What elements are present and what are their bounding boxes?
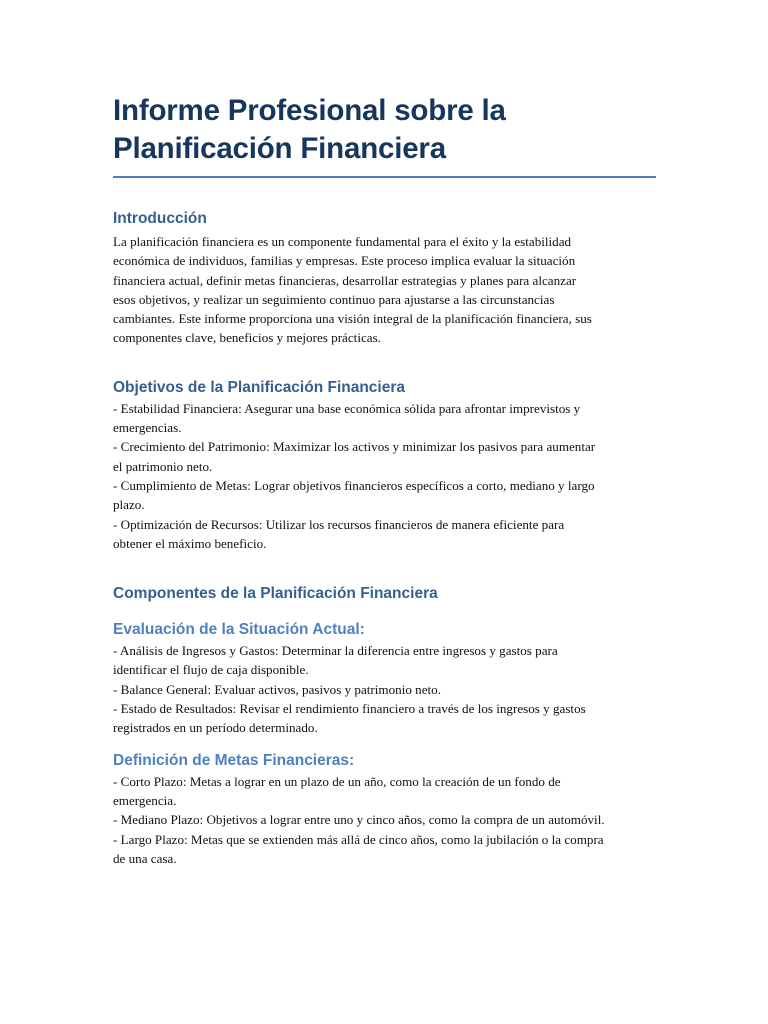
text-line: - Crecimiento del Patrimonio: Maximizar los activos y minimizar los pasivos para aumentar bbox=[113, 439, 596, 455]
text-line: - Análisis de Ingresos y Gastos: Determinar la diferencia entre ingresos y gastos para bbox=[113, 643, 558, 659]
text-line: financiera actual, definir metas financieras, desarrollar estrategias y planes para alcanzar bbox=[113, 272, 577, 288]
text-line: - Estabilidad Financiera: Asegurar una base económica sólida para afrontar imprevistos y bbox=[113, 400, 581, 416]
document-title bbox=[113, 92, 656, 178]
text-line: La planificación financiera es un componente fundamental para el éxito y la estabilidad bbox=[113, 234, 572, 249]
text-line: plazo. bbox=[113, 497, 145, 513]
objectives-heading: Objetivos de la Planificación Financiera bbox=[113, 378, 406, 396]
text-line: - Corto Plazo: Metas a lograr en un plazo de un año, como la creación de un fondo de bbox=[113, 773, 561, 789]
evaluation-list bbox=[113, 641, 656, 737]
text-line: económica de individuos, familias y empresas. Este proceso implica evaluar la situación bbox=[113, 253, 576, 269]
title-line: Informe Profesional sobre la bbox=[113, 94, 506, 127]
evaluation-heading: Evaluación de la Situación Actual: bbox=[113, 621, 365, 639]
text-line: obtener el máximo beneficio. bbox=[113, 535, 267, 551]
components-heading: Componentes de la Planificación Financiera bbox=[113, 585, 438, 603]
text-line: emergencia. bbox=[113, 792, 177, 808]
text-line: el patrimonio neto. bbox=[113, 458, 213, 474]
text-line: de una casa. bbox=[113, 850, 177, 866]
text-line: registrados en un período determinado. bbox=[113, 720, 318, 736]
text-line: - Optimización de Recursos: Utilizar los recursos financieros de manera eficiente para bbox=[113, 516, 565, 532]
text-line: - Mediano Plazo: Objetivos a lograr entre uno y cinco años, como la compra de un automóvil. bbox=[113, 812, 605, 828]
text-line: - Estado de Resultados: Revisar el rendimiento financiero a través de los ingresos y gastos bbox=[113, 701, 586, 717]
goals-list bbox=[113, 772, 656, 868]
title-line: Planificación Financiera bbox=[113, 132, 446, 165]
text-line: cambiantes. Este informe proporciona una visión integral de la planificación financiera, sus bbox=[113, 311, 592, 327]
text-line: - Largo Plazo: Metas que se extienden más allá de cinco años, como la jubilación o la compra bbox=[113, 831, 604, 847]
objectives-list bbox=[113, 399, 656, 553]
intro-heading: Introducción bbox=[113, 210, 207, 227]
text-line: - Balance General: Evaluar activos, pasivos y patrimonio neto. bbox=[113, 681, 441, 697]
text-line: emergencias. bbox=[113, 420, 182, 436]
document-page bbox=[113, 92, 656, 868]
text-line: - Cumplimiento de Metas: Lograr objetivos financieros específicos a corto, mediano y largo bbox=[113, 477, 595, 493]
goals-heading: Definición de Metas Financieras: bbox=[113, 751, 355, 769]
intro-paragraph bbox=[113, 232, 656, 348]
text-line: esos objetivos, y realizar un seguimiento continuo para ajustarse a las circunstancias bbox=[113, 291, 555, 307]
text-line: componentes clave, beneficios y mejores prácticas. bbox=[113, 330, 381, 346]
text-line: identificar el flujo de caja disponible. bbox=[113, 662, 309, 678]
